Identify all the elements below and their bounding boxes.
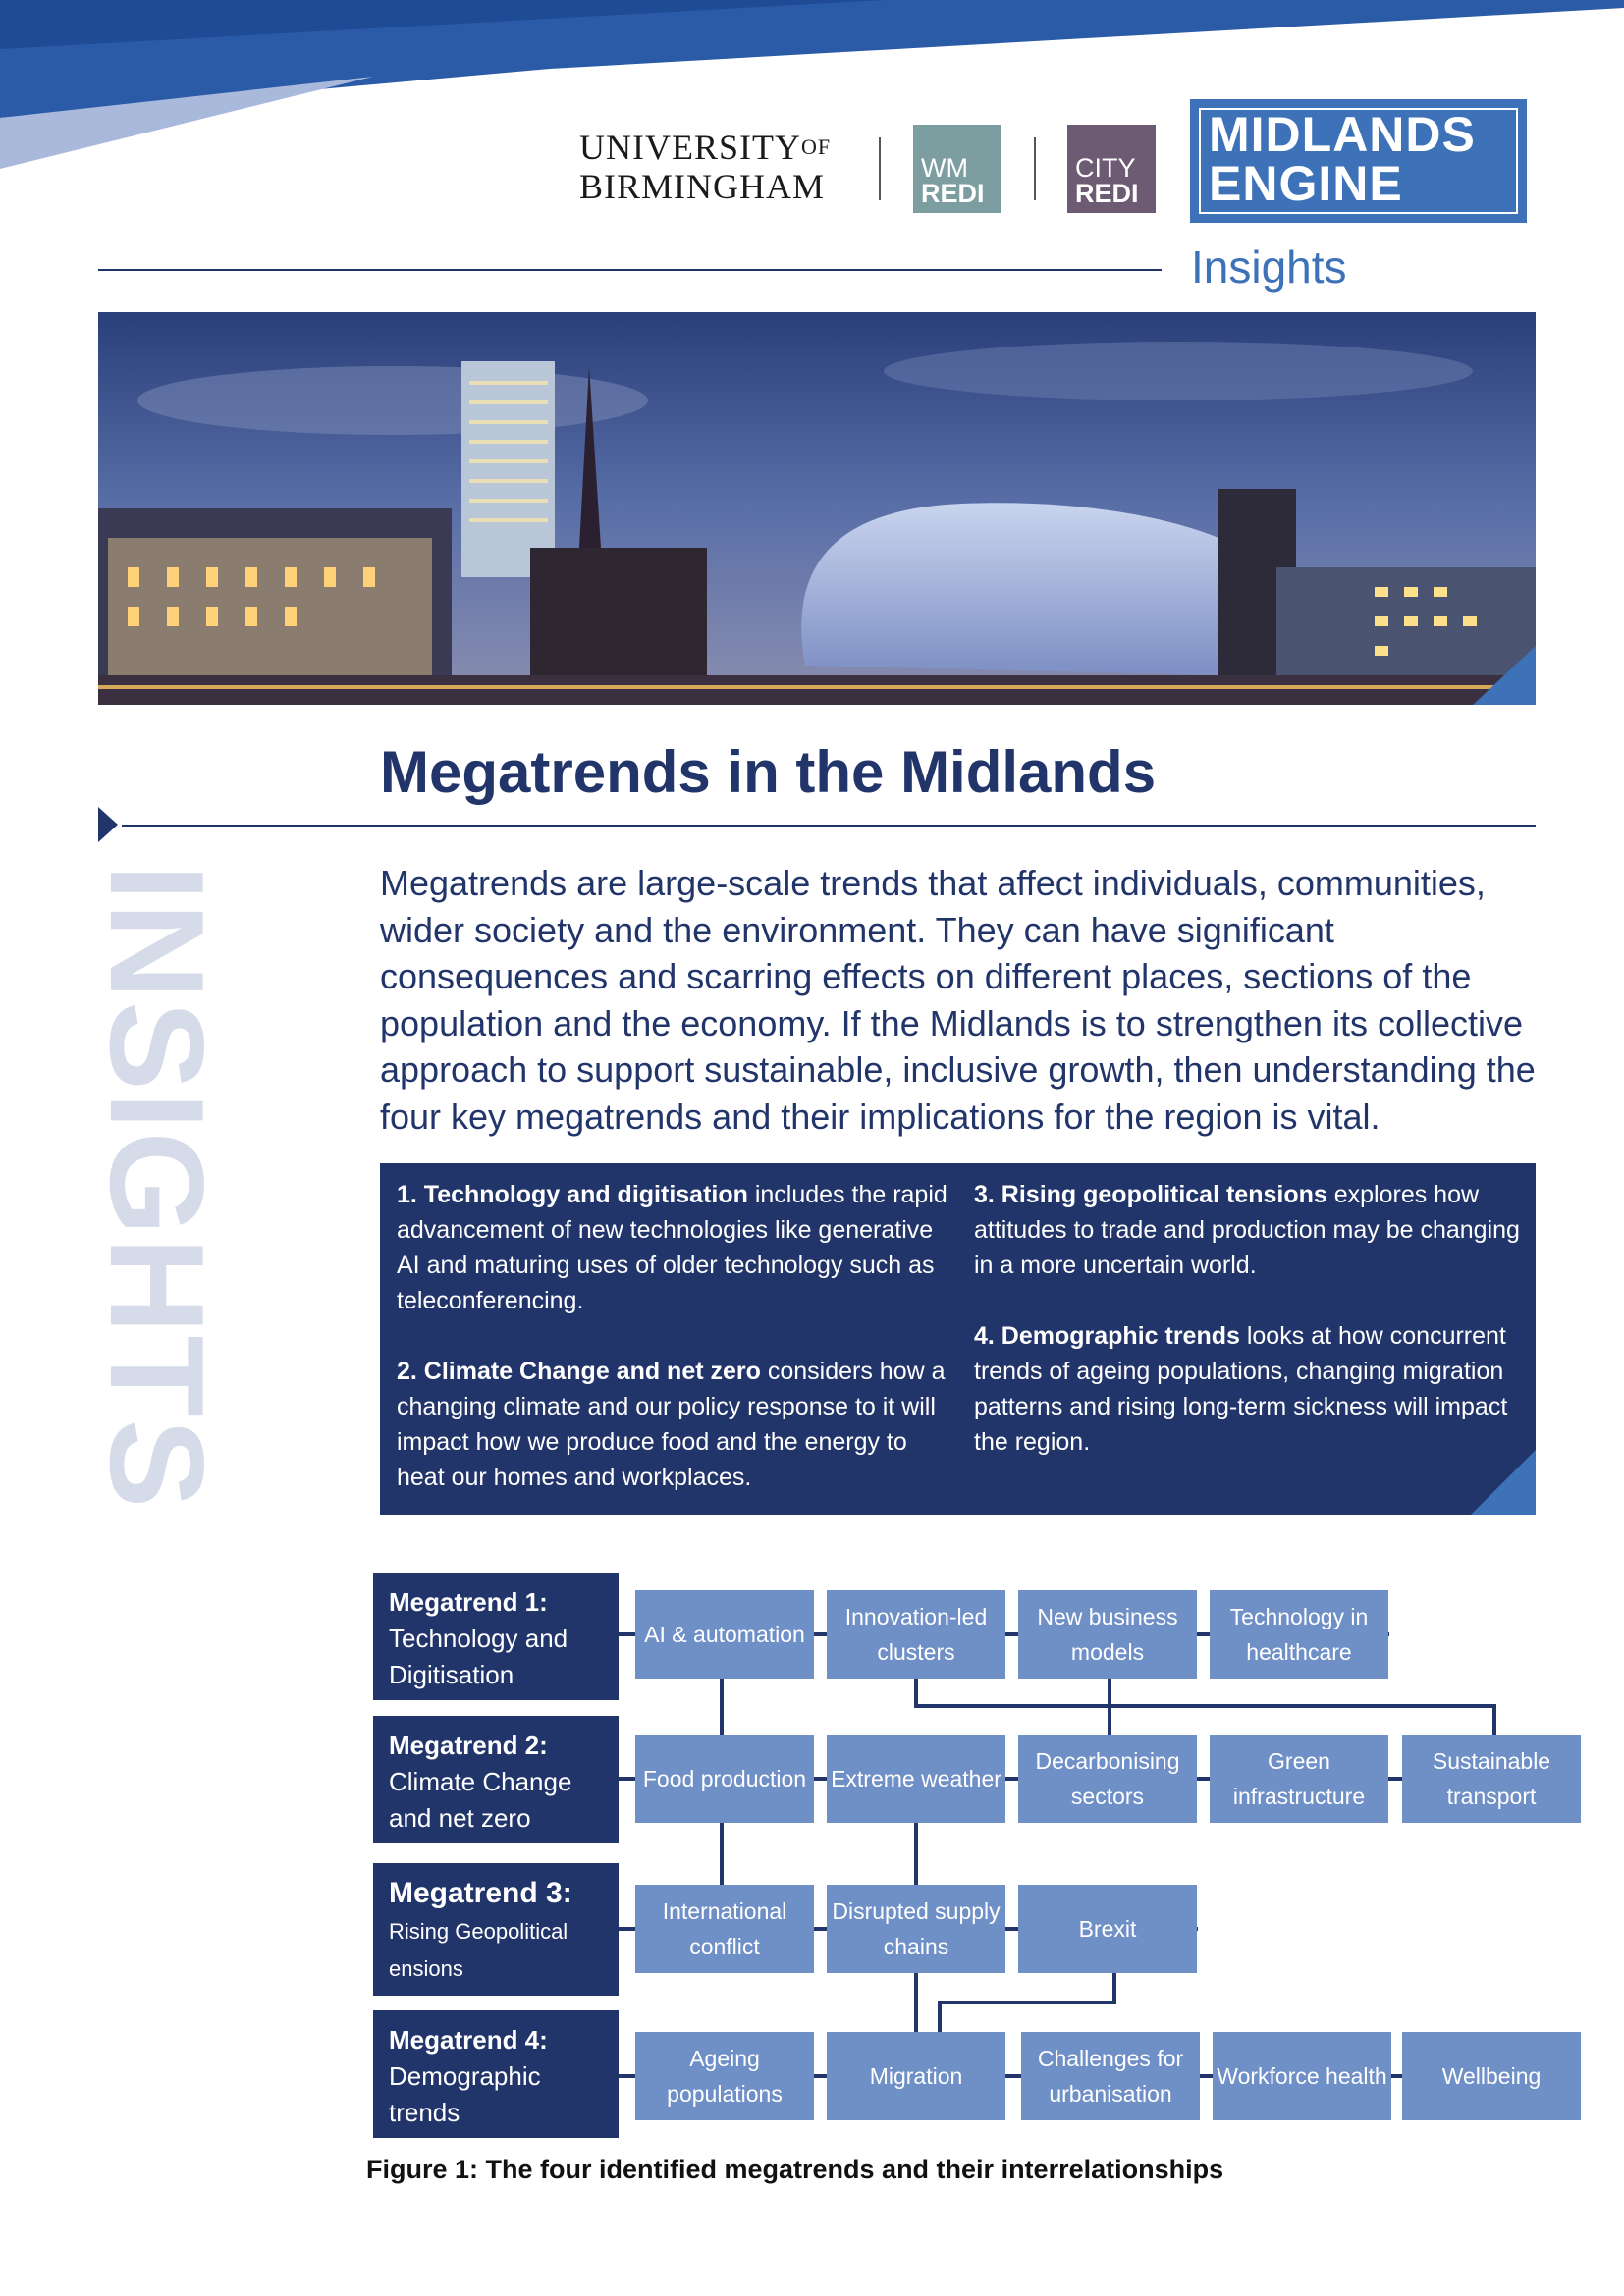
megatrend-4-label: Megatrend 4: Demographic trends	[373, 2010, 619, 2138]
intro-paragraph: Megatrends are large-scale trends that affect individuals, communities, wider society and the environment. They can have significant consequences and scarring effects on different places, sections of the population and the economy. If the Midlands is to strengthen its collective approach to support sustainable, inclusive growth, then understanding the four key megatrends and their implications for the region is vital.	[380, 863, 1536, 1137]
summary-column-right	[974, 1177, 1524, 1495]
node-decarbonising-sectors: Decarbonising sectors	[1018, 1735, 1197, 1823]
node-green-infrastructure: Green infrastructure	[1210, 1735, 1388, 1823]
city-redi-logo: CITY REDI	[1067, 125, 1156, 213]
trend-4-summary: 4. Demographic trends looks at how concurrent trends of ageing populations, changing migration patterns and rising long-term sickness will impact the region.	[974, 1322, 1508, 1456]
node-disrupted-supply-chains: Disrupted supply chains	[827, 1885, 1005, 1973]
node-new-business-models: New business models	[1018, 1590, 1197, 1679]
node-urbanisation: Challenges for urbanisation	[1021, 2032, 1200, 2120]
title-rule	[122, 825, 1536, 827]
node-ai-automation: AI & automation	[635, 1590, 814, 1679]
node-innovation-clusters: Innovation-led clusters	[827, 1590, 1005, 1679]
trend-3-summary: 3. Rising geopolitical tensions explores how attitudes to trade and production may be changing in a more uncertain world.	[974, 1181, 1520, 1279]
logo-divider	[1034, 137, 1036, 200]
node-brexit: Brexit	[1018, 1885, 1197, 1973]
node-technology-healthcare: Technology in healthcare	[1210, 1590, 1388, 1679]
university-of-birmingham-logo: $UNIVERSITY^{OF}$ BIRMINGHAM	[579, 128, 832, 206]
megatrend-2-label: Megatrend 2: Climate Change and net zero	[373, 1716, 619, 1843]
box-corner-accent	[1471, 1450, 1536, 1515]
trend-2-summary: 2. Climate Change and net zero considers how a changing climate and our policy response to it will impact how we produce food and the energy to heat our homes and workplaces.	[397, 1358, 946, 1491]
trend-1-summary: 1. Technology and digitisation includes the rapid advancement of new technologies like generative AI and maturing uses of older technology such as teleconferencing.	[397, 1181, 947, 1314]
figure-caption: Figure 1: The four identified megatrends and their interrelationships	[366, 2155, 1224, 2184]
midlands-engine-logo: MIDLANDS ENGINE	[1190, 99, 1527, 223]
summary-column-left	[397, 1177, 961, 1530]
header-rule	[98, 269, 1162, 271]
megatrend-1-label: Megatrend 1: Technology and Digitisation	[373, 1573, 619, 1700]
logo-divider	[879, 137, 881, 200]
page-title: Megatrends in the Midlands	[380, 739, 1157, 805]
node-sustainable-transport: Sustainable transport	[1402, 1735, 1581, 1823]
section-label: Insights	[1191, 241, 1347, 293]
wm-redi-logo: WM REDI	[913, 125, 1001, 213]
megatrends-diagram	[363, 1561, 1591, 2150]
side-insights-watermark: INSIGHTS	[82, 864, 232, 1511]
node-workforce-health: Workforce health	[1213, 2032, 1391, 2120]
node-ageing-populations: Ageing populations	[635, 2032, 814, 2120]
megatrends-summary-box	[380, 1163, 1536, 1515]
hero-cityscape-image	[98, 312, 1536, 705]
node-food-production: Food production	[635, 1735, 814, 1823]
megatrend-3-label: Megatrend 3: Rising Geopolitical ensions	[373, 1863, 619, 1996]
title-arrow-icon	[98, 807, 118, 842]
node-extreme-weather: Extreme weather	[827, 1735, 1005, 1823]
node-wellbeing: Wellbeing	[1402, 2032, 1581, 2120]
node-international-conflict: International conflict	[635, 1885, 814, 1973]
node-migration: Migration	[827, 2032, 1005, 2120]
